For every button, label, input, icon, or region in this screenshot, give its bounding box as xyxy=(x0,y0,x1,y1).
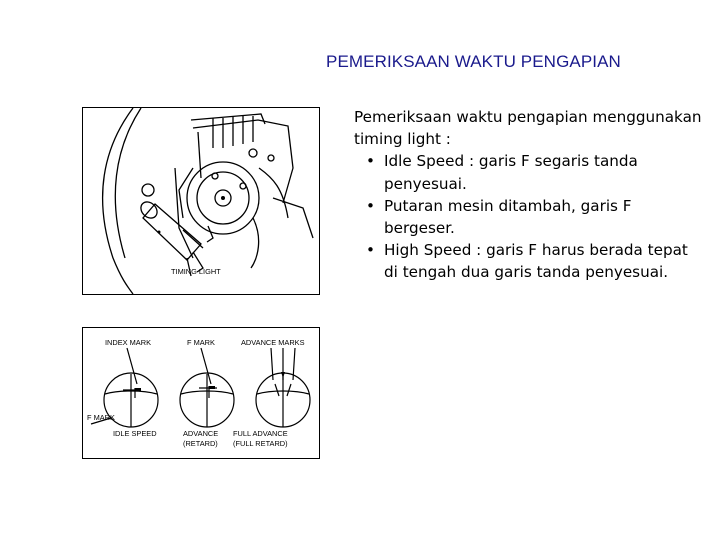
slide-body xyxy=(354,106,704,284)
bullet-text: Putaran mesin ditambah, garis F bergeser. xyxy=(384,196,632,238)
bullet-item-increase xyxy=(354,195,704,239)
bullet-icon: • xyxy=(366,241,375,260)
retard-label: (RETARD) xyxy=(183,439,218,448)
engine-illustration xyxy=(83,108,319,294)
bullet-icon: • xyxy=(366,152,375,171)
index-mark-label: INDEX MARK xyxy=(105,338,151,347)
timing-marks-figure xyxy=(82,327,320,459)
bullet-list xyxy=(354,150,704,283)
full-advance-label: FULL ADVANCE xyxy=(233,429,288,438)
bullet-text: Idle Speed : garis F segaris tanda penyesuai. xyxy=(384,152,638,193)
f-mark-top-label: F MARK xyxy=(187,338,215,347)
timing-light-label: TIMING LIGHT xyxy=(171,267,221,276)
bullet-text: High Speed : garis F harus berada tepat di tengah dua garis tanda penyesuai. xyxy=(384,241,688,282)
intro-text: Pemeriksaan waktu pengapian menggunakan timing light : xyxy=(354,108,702,149)
idle-speed-label: IDLE SPEED xyxy=(113,429,157,438)
advance-marks-label: ADVANCE MARKS xyxy=(241,338,305,347)
full-retard-label: (FULL RETARD) xyxy=(233,439,288,448)
advance-label: ADVANCE xyxy=(183,429,219,438)
timing-light-figure xyxy=(82,107,320,295)
bullet-item-high xyxy=(354,239,704,283)
bullet-icon: • xyxy=(366,196,375,215)
bullet-item-idle xyxy=(354,150,704,194)
slide-title: PEMERIKSAAN WAKTU PENGAPIAN xyxy=(326,52,621,71)
timing-marks-illustration xyxy=(83,328,319,458)
f-mark-side-label: F MARK xyxy=(87,413,115,422)
